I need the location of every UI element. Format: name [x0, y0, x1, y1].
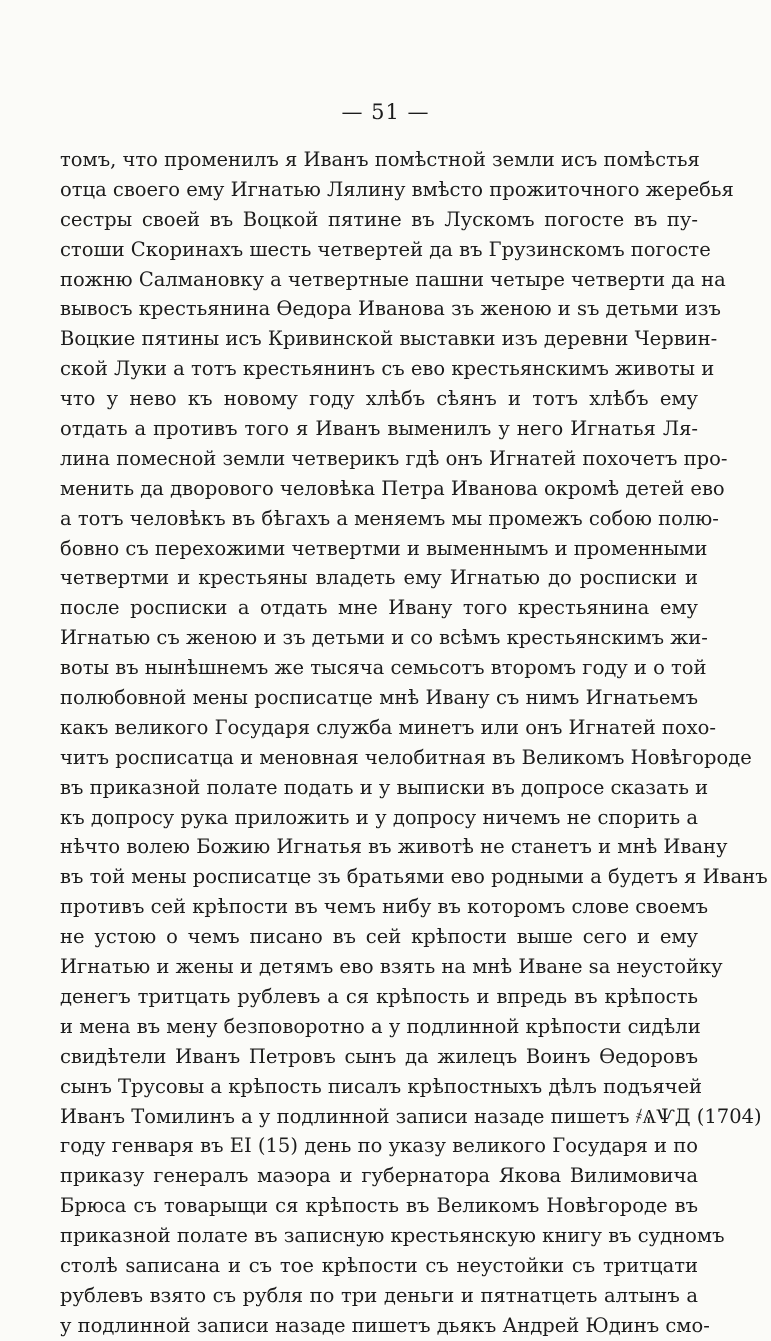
- text-line: что у нево къ новому году хлѣбъ сѣянъ и тотъ хлѣбъ ему: [60, 387, 698, 411]
- text-line: году генваря въ ЕІ (15) день по указу великого Государя и по: [60, 1134, 698, 1158]
- text-line: Воцкие пятины исъ Кривинской выставки изъ деревни Червин-: [60, 327, 718, 351]
- text-line: отдать а противъ того я Иванъ выменилъ у него Игнатья Ля-: [60, 417, 698, 441]
- text-line: воты въ нынѣшнемъ же тысяча семьсотъ второмъ году и о той: [60, 656, 707, 680]
- text-line: а тотъ человѣкъ въ бѣгахъ а меняемъ мы промежъ собою полю-: [60, 506, 719, 530]
- text-line: Иванъ Томилинъ а у подлинной записи назаде пишетъ ҂ѦѰД (1704): [60, 1104, 762, 1128]
- text-line: Брюса съ товарыщи ся крѣпость въ Великомъ Новѣгороде въ: [60, 1194, 698, 1218]
- body-text: [60, 145, 768, 1341]
- text-line: лина помесной земли четверикъ гдѣ онъ Игнатей похочетъ про-: [60, 446, 728, 470]
- text-line: въ той мены росписатце зъ братьями ево родными а будетъ я Иванъ: [60, 865, 768, 889]
- text-line: вывосъ крестьянина Ѳедора Иванова зъ женою и ѕъ детьми изъ: [60, 297, 721, 321]
- text-line: приказу генералъ маэора и губернатора Якова Вилимовича: [60, 1164, 698, 1188]
- text-line: рублевъ взято съ рубля по три деньги и пятнатцеть алтынъ а: [60, 1283, 698, 1307]
- text-line: Игнатью и жены и детямъ ево взять на мнѣ Иване ѕа неустойку: [60, 955, 723, 979]
- text-line: отца своего ему Игнатью Лялину вмѣсто прожиточного жеребья: [60, 177, 734, 201]
- text-line: свидѣтели Иванъ Петровъ сынъ да жилецъ Воинъ Ѳедоровъ: [60, 1044, 698, 1068]
- text-line: Игнатью съ женою и зъ детьми и со всѣмъ крестьянскимъ жи-: [60, 626, 708, 650]
- text-line: читъ росписатца и меновная челобитная въ Великомъ Новѣгороде: [60, 745, 752, 769]
- text-line: пожню Салмановку а четвертные пашни четыре четверти да на: [60, 267, 726, 291]
- text-line: полюбовной мены росписатце мнѣ Ивану съ нимъ Игнатьемъ: [60, 686, 698, 710]
- text-line: къ допросу рука приложить и у допросу ничемъ не спорить а: [60, 805, 698, 829]
- text-line: нѣчто волею Божию Игнатья въ животѣ не станетъ и мнѣ Ивану: [60, 835, 728, 859]
- text-line: менить да дворового человѣка Петра Иванова окромѣ детей ево: [60, 476, 725, 500]
- text-line: денегъ тритцать рублевъ а ся крѣпость и впредь въ крѣпость: [60, 984, 698, 1008]
- text-line: томъ, что променилъ я Иванъ помѣстной земли исъ помѣстья: [60, 148, 700, 171]
- text-line: противъ сей крѣпости въ чемъ нибу въ которомъ слове своемъ: [60, 895, 709, 919]
- text-line: въ приказной полате подать и у выписки въ допросе сказать и: [60, 775, 709, 799]
- text-line: столѣ ѕаписана и съ тое крѣпости съ неустойки съ тритцати: [60, 1253, 698, 1277]
- text-line: не устою о чемъ писано въ сей крѣпости выше сего и ему: [60, 925, 698, 949]
- text-line: стоши Скоринахъ шесть четвертей да въ Грузинскомъ погосте: [60, 237, 711, 261]
- text-line: и мена въ мену безповоротно а у подлинной крѣпости сидѣли: [60, 1014, 701, 1038]
- text-line: сынъ Трусовы а крѣпость писалъ крѣпостныхъ дѣлъ подъячей: [60, 1074, 703, 1098]
- text-line: бовно съ перехожими четвертми и выменнымъ и променными: [60, 536, 708, 560]
- text-line: приказной полате въ записную крестьянскую книгу въ судномъ: [60, 1224, 725, 1248]
- text-line: какъ великого Государя служба минетъ или онъ Игнатей похо-: [60, 715, 716, 739]
- text-line: после росписки а отдать мне Ивану того крестьянина ему: [60, 596, 698, 620]
- text-line: ской Луки а тотъ крестьянинъ съ ево крестьянскимъ животы и: [60, 357, 715, 381]
- text-line: сестры своей въ Воцкой пятине въ Лускомъ погосте въ пу-: [60, 207, 698, 231]
- page-number: — 51 —: [341, 100, 430, 124]
- text-line: у подлинной записи назаде пишетъ дьякъ Андрей Юдинъ смо-: [60, 1313, 710, 1337]
- text-line: четвертми и крестьяны владеть ему Игнатью до росписки и: [60, 566, 698, 590]
